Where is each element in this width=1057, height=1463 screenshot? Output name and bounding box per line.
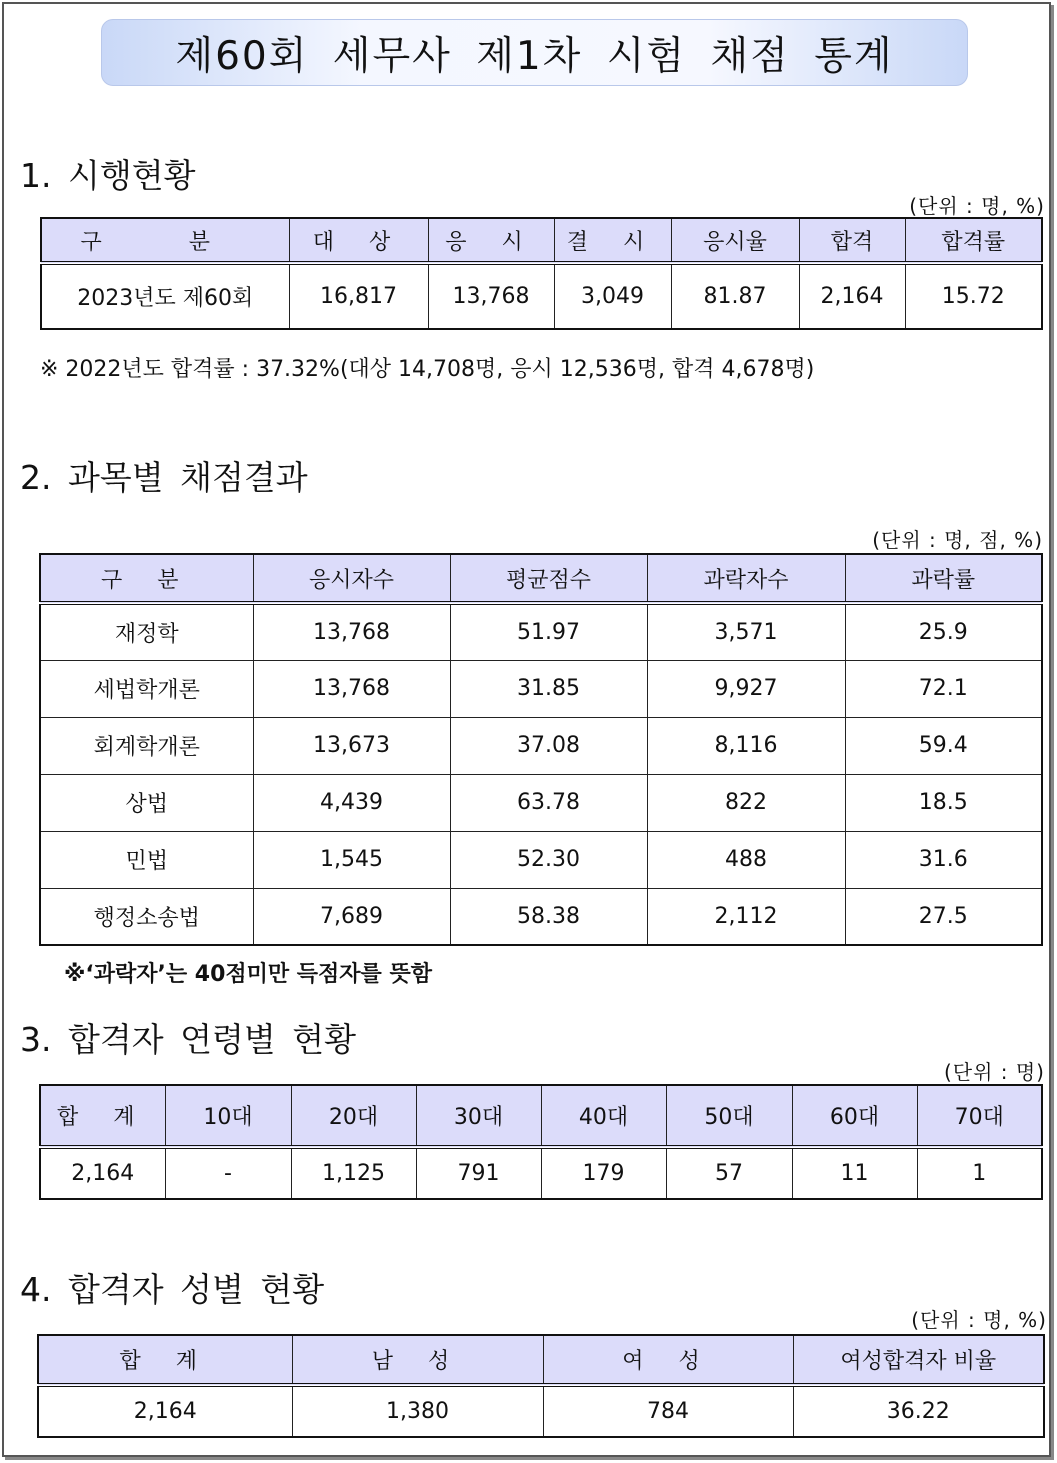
table-row [40,660,1042,717]
col-header: 과락률 [845,554,1042,603]
table-cell: 57 [666,1147,792,1199]
table-cell: 784 [543,1385,793,1437]
table-cell: 27.5 [845,888,1042,945]
col-header: 여 성 [543,1335,793,1385]
table-cell: 13,673 [253,717,450,774]
table-cell: 18.5 [845,774,1042,831]
table-cell: 59.4 [845,717,1042,774]
table-cell: 2,164 [799,263,905,329]
table-cell: 13,768 [253,660,450,717]
section-4-unit: (단위 : 명, %) [911,1308,1047,1332]
col-header: 남 성 [292,1335,543,1385]
table-row [40,774,1042,831]
table-cell: 1,380 [292,1385,543,1437]
table-cell: 52.30 [450,831,647,888]
table-cell: 11 [792,1147,917,1199]
table-row [40,1147,1042,1199]
col-header: 20대 [291,1085,416,1147]
gender-table [37,1334,1045,1438]
section-1-heading: 1. 시행현황 [20,156,196,195]
col-header: 응시자수 [253,554,450,603]
col-header: 응 시 [428,218,554,263]
col-header: 70대 [917,1085,1042,1147]
section-1-unit: (단위 : 명, %) [909,194,1045,218]
table-cell: 3,571 [647,603,845,660]
table-cell: 세법학개론 [40,660,253,717]
table-cell: 25.9 [845,603,1042,660]
col-header: 구 분 [41,218,289,263]
table-row [40,603,1042,660]
col-header: 여성합격자 비율 [793,1335,1044,1385]
section-3-heading: 3. 합격자 연령별 현황 [20,1020,356,1059]
section-2-note: ※‘과락자’는 40점미만 득점자를 뜻함 [64,962,432,987]
table-cell: 72.1 [845,660,1042,717]
table-row [41,263,1042,329]
col-header: 합 계 [38,1335,292,1385]
col-header: 10대 [165,1085,291,1147]
table-cell: 37.08 [450,717,647,774]
col-header: 40대 [541,1085,666,1147]
table-cell: 15.72 [905,263,1042,329]
table-cell: 488 [647,831,845,888]
table-cell: 13,768 [253,603,450,660]
table-cell: 36.22 [793,1385,1044,1437]
col-header: 응시율 [671,218,799,263]
table-cell: 179 [541,1147,666,1199]
table-cell: 1,125 [291,1147,416,1199]
section-2-unit: (단위 : 명, 점, %) [872,528,1043,552]
age-table [39,1084,1043,1200]
table-cell: 7,689 [253,888,450,945]
table-cell: 81.87 [671,263,799,329]
table-cell: 재정학 [40,603,253,660]
col-header: 30대 [416,1085,541,1147]
table-row [40,888,1042,945]
section-4-heading: 4. 합격자 성별 현황 [20,1270,325,1309]
table-cell: 13,768 [428,263,554,329]
table-cell: 2,164 [40,1147,165,1199]
table-cell: 행정소송법 [40,888,253,945]
col-header: 50대 [666,1085,792,1147]
table-cell: 16,817 [289,263,428,329]
col-header: 합격률 [905,218,1042,263]
table-cell: 791 [416,1147,541,1199]
section-3-unit: (단위 : 명) [943,1060,1045,1084]
table-cell: 31.85 [450,660,647,717]
table-cell: 822 [647,774,845,831]
table-cell: 58.38 [450,888,647,945]
section-2-heading: 2. 과목별 채점결과 [20,458,308,497]
col-header: 결 시 [554,218,671,263]
table-cell: 상법 [40,774,253,831]
table-cell: 3,049 [554,263,671,329]
table-cell: 63.78 [450,774,647,831]
col-header: 대 상 [289,218,428,263]
table-row [40,831,1042,888]
table-cell: 2023년도 제60회 [41,263,289,329]
table-cell: 2,164 [38,1385,292,1437]
table-row [40,717,1042,774]
table-cell: 2,112 [647,888,845,945]
table-cell: 9,927 [647,660,845,717]
col-header: 합 계 [40,1085,165,1147]
page-title: 제60회 세무사 제1차 시험 채점 통계 [101,19,968,86]
col-header: 구 분 [40,554,253,603]
table-cell: 4,439 [253,774,450,831]
col-header: 평균점수 [450,554,647,603]
col-header: 합격 [799,218,905,263]
col-header: 60대 [792,1085,917,1147]
section-1-note: ※ 2022년도 합격률 : 37.32%(대상 14,708명, 응시 12,536명, 합격 4,678명) [40,357,815,382]
exam-status-table [40,217,1043,330]
table-row [38,1385,1044,1437]
table-cell: 1 [917,1147,1042,1199]
subject-results-table [39,553,1043,946]
col-header: 과락자수 [647,554,845,603]
table-cell: 31.6 [845,831,1042,888]
table-cell: - [165,1147,291,1199]
table-cell: 1,545 [253,831,450,888]
table-cell: 51.97 [450,603,647,660]
table-cell: 민법 [40,831,253,888]
table-cell: 회계학개론 [40,717,253,774]
table-cell: 8,116 [647,717,845,774]
